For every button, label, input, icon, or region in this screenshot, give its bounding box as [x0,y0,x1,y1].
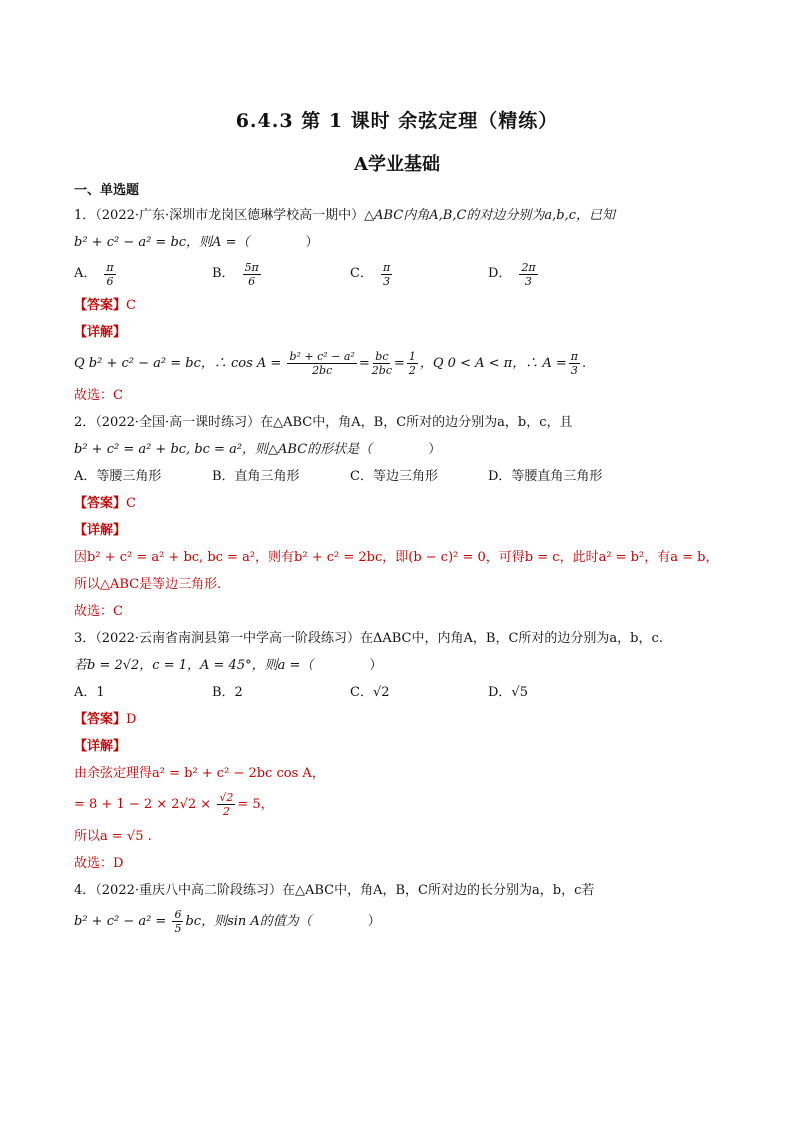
section-subtitle: A学业基础 [354,154,440,175]
q1-solution [74,346,724,382]
answer-value: C [126,496,136,511]
solution-fraction [287,350,356,377]
q3-option-b[interactable]: B．2 [212,685,243,700]
equals-sign: = [393,356,405,371]
q2-condition-text: b² + c² = a² + bc, bc = a²，则△ABC的形状是（ [74,442,373,457]
solution-fraction [569,350,580,377]
q3-option-d[interactable]: D．√5 [488,685,528,700]
fraction-numerator: 6 [174,908,182,921]
q2-answer [74,490,724,517]
q1-choice: 故选：C [74,388,123,403]
solution-text: Q b² + c² − a² = bc，∴ cos A = [74,356,282,371]
answer-label: 【答案】 [74,712,127,727]
fraction-denominator: 3 [525,274,533,288]
fraction-denominator: 5 [174,922,182,935]
q4-condition-text: bc，则sin A的值为（ [185,914,312,929]
fraction-numerator: 2π [521,260,536,274]
q3-answer [74,706,724,733]
fraction-denominator: 3 [570,364,578,377]
q3-option-c[interactable]: C．√2 [350,685,390,700]
option-label: C． [350,266,373,281]
solution-fraction [217,791,235,818]
solution-text: = 8 + 1 − 2 × 2√2 × [74,797,212,812]
option-fraction [519,261,537,288]
q1-stem-text: △ABC内角A,B,C的对边分别为a,b,c，已知 [364,208,616,223]
q2-option-b[interactable]: B．直角三角形 [212,469,300,484]
section-heading: 一、单选题 [74,183,140,198]
fraction-numerator: √2 [219,791,234,804]
fraction-numerator: π [570,350,578,363]
answer-label: 【答案】 [74,298,127,313]
page-title: 6.4.3 第 1 课时 余弦定理（精练） [235,110,559,132]
solution-fraction [407,350,418,377]
question-4-condition [74,904,724,940]
fraction-numerator: 5π [244,260,259,274]
condition-fraction [172,908,183,935]
answer-value: D [126,712,137,727]
q2-option-d[interactable]: D．等腰直角三角形 [488,469,603,484]
q2-close-paren: ） [428,442,442,457]
q3-solution-line-2 [74,787,724,823]
fraction-denominator: 2 [222,805,230,818]
q3-choice: 故选：D [74,856,124,871]
option-fraction [243,261,261,288]
fraction-denominator: 2bc [371,364,392,377]
q2-solution-line-1: 因b² + c² = a² + bc, bc = a²，则有b² + c² = 2bc，即(b − c)² = 0，可得b = c，此时a² = b²，有a = b， [74,550,719,565]
q2-solution-line-2: 所以△ABC是等边三角形. [74,577,222,592]
fraction-denominator: 6 [248,274,256,288]
q4-close-paren: ） [367,914,381,929]
q1-condition-text: b² + c² − a² = bc，则A =（ [74,235,250,250]
fraction-denominator: 6 [106,274,114,288]
question-2-options [74,463,724,490]
q1-detail-label: 【详解】 [74,325,127,340]
option-label: A． [74,266,97,281]
fraction-numerator: 1 [408,350,416,363]
q3-solution-line-3: 所以a = √5 . [74,829,152,844]
question-3-options [74,679,724,706]
fraction-numerator: b² + c² − a² [289,350,355,363]
q1-option-d[interactable] [488,256,626,292]
fraction-denominator: 3 [383,274,391,288]
q1-answer [74,292,724,319]
q3-condition-text: 若b = 2√2，c = 1，A = 45°，则a =（ [74,658,314,673]
option-fraction [104,261,115,288]
question-4-stem: 4．（2022·重庆八中高二阶段练习）在△ABC中，角A，B，C所对边的长分别为a，b，c若 [74,883,595,898]
fraction-denominator: 2bc [312,364,333,377]
q2-option-a[interactable]: A．等腰三角形 [74,469,162,484]
q3-solution-line-1: 由余弦定理得a² = b² + c² − 2bc cos A， [74,766,325,781]
q2-detail-label: 【详解】 [74,523,127,538]
fraction-numerator: bc [375,350,389,363]
solution-fraction [372,350,392,377]
q1-option-a[interactable] [74,256,212,292]
q4-condition-text: b² + c² − a² = [74,914,167,929]
question-1-condition [74,229,724,256]
q3-close-paren: ） [369,658,383,673]
solution-text: ，Q 0 < A < π，∴ A = [419,356,567,371]
question-2-condition [74,436,724,463]
question-3-stem: 3．（2022·云南省南涧县第一中学高一阶段练习）在ΔABC中，内角A，B，C所对的边分别为a，b，c. [74,631,663,646]
q1-close-paren: ） [305,235,319,250]
option-label: D． [488,266,512,281]
equals-sign: = [358,356,370,371]
fraction-denominator: 2 [408,364,416,377]
question-3-condition [74,652,724,679]
q1-source: 1．（2022·广东·深圳市龙岗区德琳学校高一期中） [74,208,365,223]
option-label: B． [212,266,235,281]
answer-label: 【答案】 [74,496,127,511]
question-2-stem: 2．（2022·全国·高一课时练习）在△ABC中，角A，B，C所对的边分别为a，b，c，且 [74,415,573,430]
solution-end: . [581,356,587,371]
q3-option-a[interactable]: A．1 [74,685,105,700]
q3-detail-label: 【详解】 [74,739,127,754]
q1-option-c[interactable] [350,256,488,292]
answer-value: C [126,298,136,313]
question-1-options [74,256,724,292]
solution-text: = 5， [237,797,274,812]
q2-option-c[interactable]: C．等边三角形 [350,469,438,484]
option-fraction [381,261,392,288]
q2-choice: 故选：C [74,604,123,619]
question-1-stem [74,202,724,229]
content-body [74,180,724,940]
q1-option-b[interactable] [212,256,350,292]
fraction-numerator: π [106,260,114,274]
fraction-numerator: π [382,260,391,274]
